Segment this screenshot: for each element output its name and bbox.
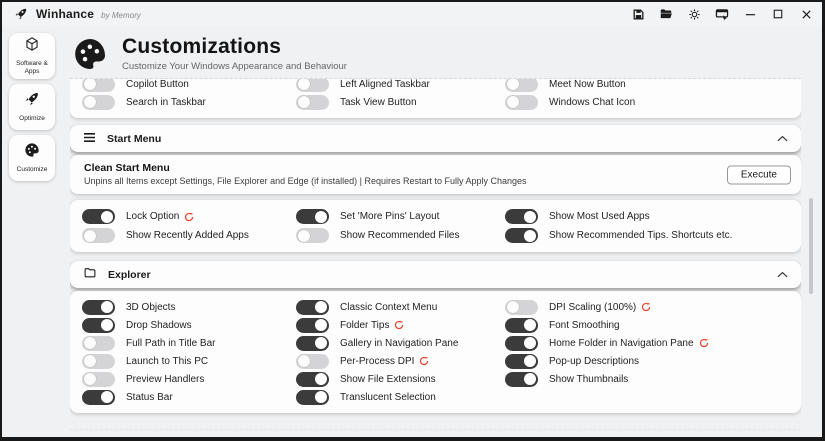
restart-required-icon (699, 338, 709, 348)
action-description: Unpins all Items except Settings, File Explorer and Edge (if installed) | Requires Restart to Fully Apply Changes (84, 176, 527, 186)
toggle-row (296, 388, 505, 406)
close-button[interactable] (798, 6, 814, 22)
toggle-label: Left Aligned Taskbar (340, 78, 430, 90)
toggle-row (82, 334, 296, 352)
toggle-switch-left-aligned-taskbar[interactable] (296, 78, 329, 92)
toggle-row (505, 370, 791, 388)
palette-icon (24, 142, 40, 163)
toggle-switch-pop-up-descriptions[interactable] (505, 354, 538, 369)
sidebar-item-label: Optimize (19, 115, 45, 123)
action-title: Clean Start Menu (84, 162, 170, 174)
toggle-switch-show-recently-added-apps[interactable] (82, 228, 115, 243)
sidebar (2, 26, 62, 437)
toggle-switch-windows-chat-icon[interactable] (505, 95, 538, 110)
toggle-label: Pop-up Descriptions (549, 355, 640, 367)
toggle-label: Meet Now Button (549, 78, 626, 90)
toggle-row (296, 334, 505, 352)
toggle-row (505, 316, 791, 334)
monitor-arrow-icon[interactable] (714, 6, 730, 22)
section-title: Start Menu (107, 132, 162, 145)
toggle-switch-show-file-extensions[interactable] (296, 372, 329, 387)
toggle-row (82, 93, 296, 111)
toggle-row (505, 352, 791, 370)
toggle-switch-show-thumbnails[interactable] (505, 372, 538, 387)
toggle-row (505, 78, 791, 93)
toggle-column (82, 207, 296, 245)
titlebar (2, 2, 822, 26)
sidebar-item-optimize[interactable] (9, 84, 55, 130)
rocket-icon (24, 91, 40, 112)
toggle-label: Font Smoothing (549, 319, 620, 331)
sidebar-item-customize[interactable] (9, 135, 55, 181)
minimize-button[interactable] (742, 6, 758, 22)
toggle-label: Show Recently Added Apps (126, 230, 249, 241)
toggle-switch-drop-shadows[interactable] (82, 318, 115, 333)
sidebar-item-software-apps[interactable] (9, 33, 55, 79)
explorer-toggles-card (70, 291, 801, 413)
toggle-label: Full Path in Title Bar (126, 337, 216, 349)
toggle-label: Gallery in Navigation Pane (340, 337, 459, 349)
toggle-column (82, 298, 296, 406)
toggle-row (296, 207, 505, 226)
restart-required-icon (394, 320, 404, 330)
toggle-label: Drop Shadows (126, 319, 192, 331)
toggle-switch-task-view-button[interactable] (296, 95, 329, 110)
execute-button[interactable]: Execute (727, 165, 791, 184)
page-subtitle: Customize Your Windows Appearance and Behaviour (122, 61, 347, 72)
toggle-label: Status Bar (126, 391, 173, 403)
toggle-label: Show Most Used Apps (549, 211, 650, 222)
toggle-switch-per-process-dpi[interactable] (296, 354, 329, 369)
toggle-row (505, 334, 791, 352)
chevron-up-icon[interactable] (777, 135, 788, 142)
toggle-switch-font-smoothing[interactable] (505, 318, 538, 333)
toggle-switch-home-folder-in-navigation-pane[interactable] (505, 336, 538, 351)
toggle-column (82, 78, 296, 111)
toggle-label: Home Folder in Navigation Pane (549, 337, 694, 349)
toggle-switch-3d-objects[interactable] (82, 300, 115, 315)
app-body (2, 26, 822, 437)
customizations-palette-icon (72, 36, 108, 72)
toggle-label: Classic Context Menu (340, 301, 438, 313)
toggle-switch-show-recommended-files[interactable] (296, 228, 329, 243)
toggle-switch-gallery-in-navigation-pane[interactable] (296, 336, 329, 351)
toggle-switch-launch-to-this-pc[interactable] (82, 354, 115, 369)
toggle-row (82, 352, 296, 370)
start-menu-toggles-card (70, 200, 801, 252)
toggle-label: Show Recommended Files (340, 230, 460, 241)
app-rocket-icon (14, 7, 28, 21)
toggle-column (505, 298, 791, 406)
toggle-label: Translucent Selection (340, 391, 436, 403)
toggle-label: Preview Handlers (126, 373, 205, 385)
main-content (62, 26, 822, 437)
cube-icon (24, 36, 40, 57)
toggle-switch-show-most-used-apps[interactable] (505, 209, 538, 224)
toggle-column (505, 78, 791, 111)
toggle-row (296, 93, 505, 111)
toggle-switch-translucent-selection[interactable] (296, 390, 329, 405)
toggle-switch-lock-option[interactable] (82, 209, 115, 224)
taskbar-toggles-card (70, 78, 801, 118)
toggle-row (82, 226, 296, 245)
restart-required-icon (641, 302, 651, 312)
section-title: Explorer (108, 268, 151, 281)
page-title: Customizations (122, 35, 282, 58)
toggle-switch-classic-context-menu[interactable] (296, 300, 329, 315)
toggle-switch-full-path-in-title-bar[interactable] (82, 336, 115, 351)
toggle-column (296, 207, 505, 245)
toggle-label: Folder Tips (340, 319, 390, 331)
toggle-label: Show Thumbnails (549, 373, 629, 385)
app-title: Winhance (36, 7, 95, 21)
toggle-column (296, 78, 505, 111)
toggle-label: Windows Chat Icon (549, 96, 636, 108)
toggle-switch-preview-handlers[interactable] (82, 372, 115, 387)
toggle-switch-set-more-pins-layout[interactable] (296, 209, 329, 224)
toggle-row (296, 78, 505, 93)
restart-required-icon (184, 212, 194, 222)
toggle-label: Lock Option (126, 211, 180, 222)
toggle-row (82, 370, 296, 388)
toggle-label: DPI Scaling (100%) (549, 301, 637, 313)
open-config-icon[interactable] (658, 6, 674, 22)
toggle-row (82, 316, 296, 334)
vertical-scrollbar-thumb[interactable] (809, 198, 813, 294)
toggle-column (296, 298, 505, 406)
toggle-row (296, 370, 505, 388)
app-byline: by Memory (101, 10, 141, 20)
toggle-row (296, 298, 505, 316)
toggle-row (82, 78, 296, 93)
toggle-row (505, 207, 791, 226)
toggle-row (82, 207, 296, 226)
toggle-label: Copilot Button (126, 78, 189, 90)
toggle-row (82, 388, 296, 406)
toggle-row (82, 298, 296, 316)
settings-scroll-area (70, 78, 801, 430)
section-header-start-menu[interactable] (70, 125, 801, 152)
save-config-icon[interactable] (630, 6, 646, 22)
toggle-switch-folder-tips[interactable] (296, 318, 329, 333)
section-header-explorer[interactable] (70, 261, 801, 288)
page-header (62, 26, 822, 78)
toggle-switch-dpi-scaling-100[interactable] (505, 300, 538, 315)
toggle-switch-status-bar[interactable] (82, 390, 115, 405)
theme-toggle-icon[interactable] (686, 6, 702, 22)
toggle-switch-meet-now-button[interactable] (505, 78, 538, 92)
toggle-label: Search in Taskbar (126, 96, 206, 108)
toggle-label: Launch to This PC (126, 355, 209, 367)
toggle-switch-copilot-button[interactable] (82, 78, 115, 92)
toggle-row (296, 226, 505, 245)
toggle-label: Task View Button (340, 96, 417, 108)
restart-required-icon (419, 356, 429, 366)
toggle-row (505, 226, 791, 245)
toggle-label: Set 'More Pins' Layout (340, 211, 440, 222)
toggle-switch-show-recommended-tips-shortcuts-etc[interactable] (505, 228, 538, 243)
clean-start-menu-card (70, 155, 801, 194)
toggle-switch-search-in-taskbar[interactable] (82, 95, 115, 110)
sidebar-item-label: Customize (16, 166, 48, 174)
toggle-row (505, 93, 791, 111)
toggle-label: Show Recommended Tips. Shortcuts etc. (549, 230, 733, 241)
toggle-row (296, 352, 505, 370)
sidebar-item-label: Software & Apps (16, 60, 48, 75)
chevron-up-icon[interactable] (777, 271, 788, 278)
hamburger-menu-icon (83, 130, 96, 148)
toggle-row (296, 316, 505, 334)
toggle-label: Show File Extensions (340, 373, 436, 385)
toggle-column (505, 207, 791, 245)
toggle-label: 3D Objects (126, 301, 176, 313)
toggle-label: Per-Process DPI (340, 355, 415, 367)
toggle-row (505, 298, 791, 316)
maximize-button[interactable] (770, 6, 786, 22)
folder-icon (83, 266, 97, 284)
titlebar-actions (630, 6, 814, 22)
